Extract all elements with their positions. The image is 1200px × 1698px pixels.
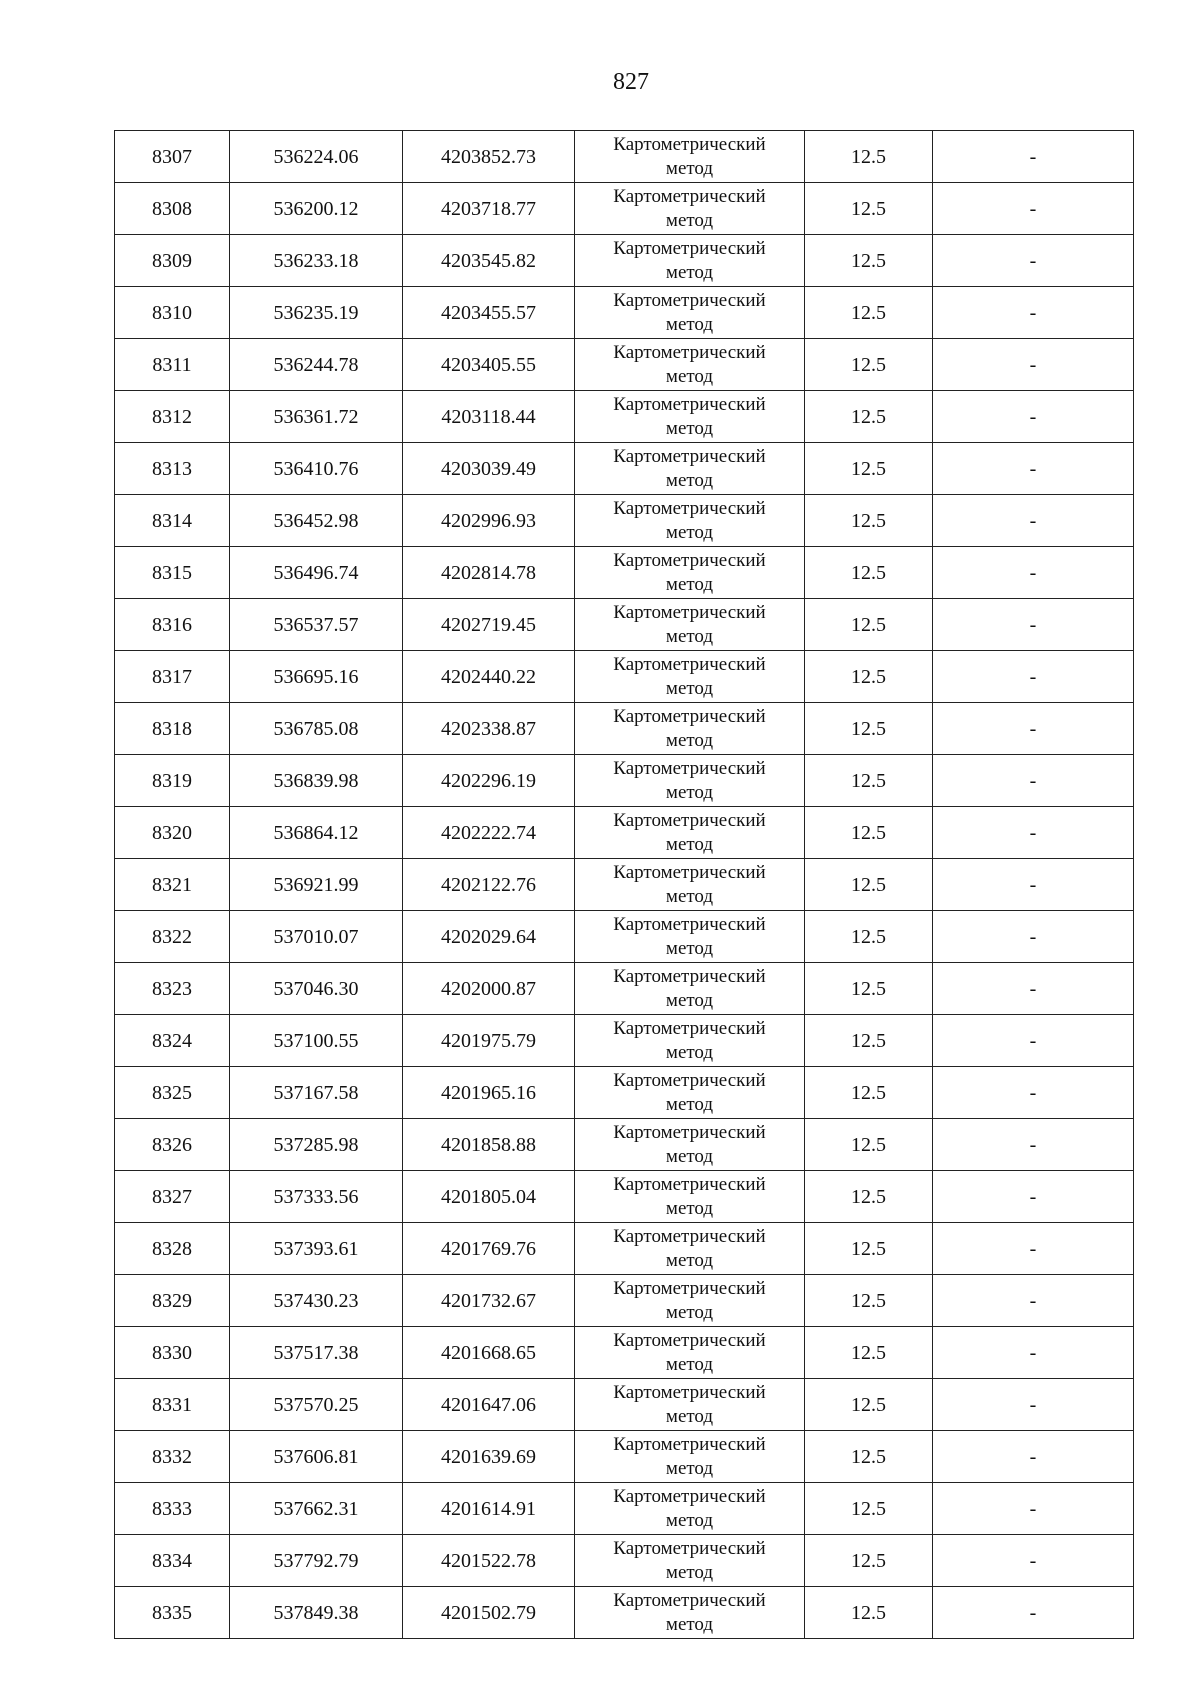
table-row — [115, 131, 1134, 183]
method-line-2: метод — [665, 937, 714, 959]
accuracy-cell: 12.5 — [805, 1119, 933, 1171]
point-id-cell: 8331 — [115, 1379, 230, 1431]
method-line-2: метод — [665, 625, 714, 647]
method-cell — [575, 547, 805, 599]
description-cell: - — [933, 339, 1134, 391]
x-coordinate-cell: 536200.12 — [230, 183, 403, 235]
method-cell — [575, 651, 805, 703]
method-cell — [575, 339, 805, 391]
description-cell: - — [933, 755, 1134, 807]
accuracy-cell: 12.5 — [805, 547, 933, 599]
y-coordinate-cell: 4203545.82 — [403, 235, 575, 287]
method-line-2: метод — [665, 989, 714, 1011]
x-coordinate-cell: 536410.76 — [230, 443, 403, 495]
point-id-cell: 8311 — [115, 339, 230, 391]
table-row — [115, 235, 1134, 287]
description-cell: - — [933, 859, 1134, 911]
method-line-2: метод — [665, 573, 714, 595]
method-cell — [575, 1379, 805, 1431]
method-cell — [575, 495, 805, 547]
method-line-1: Картометрический — [613, 601, 766, 623]
method-line-1: Картометрический — [613, 653, 766, 675]
method-cell — [575, 1483, 805, 1535]
method-line-2: метод — [665, 157, 714, 179]
method-line-2: метод — [665, 1041, 714, 1063]
y-coordinate-cell: 4203039.49 — [403, 443, 575, 495]
y-coordinate-cell: 4202814.78 — [403, 547, 575, 599]
x-coordinate-cell: 537662.31 — [230, 1483, 403, 1535]
description-cell: - — [933, 1327, 1134, 1379]
point-id-cell: 8317 — [115, 651, 230, 703]
accuracy-cell: 12.5 — [805, 495, 933, 547]
point-id-cell: 8307 — [115, 131, 230, 183]
accuracy-cell: 12.5 — [805, 599, 933, 651]
method-line-1: Картометрический — [613, 757, 766, 779]
point-id-cell: 8330 — [115, 1327, 230, 1379]
y-coordinate-cell: 4203852.73 — [403, 131, 575, 183]
description-cell: - — [933, 807, 1134, 859]
point-id-cell: 8308 — [115, 183, 230, 235]
description-cell: - — [933, 1431, 1134, 1483]
point-id-cell: 8312 — [115, 391, 230, 443]
method-line-1: Картометрический — [613, 341, 766, 363]
point-id-cell: 8320 — [115, 807, 230, 859]
method-cell — [575, 1171, 805, 1223]
point-id-cell: 8335 — [115, 1587, 230, 1639]
method-cell — [575, 911, 805, 963]
x-coordinate-cell: 537285.98 — [230, 1119, 403, 1171]
method-line-1: Картометрический — [613, 133, 766, 155]
method-line-1: Картометрический — [613, 1017, 766, 1039]
method-cell — [575, 1587, 805, 1639]
table-row — [115, 443, 1134, 495]
method-cell — [575, 131, 805, 183]
table-row — [115, 1587, 1134, 1639]
x-coordinate-cell: 536452.98 — [230, 495, 403, 547]
table-row — [115, 1275, 1134, 1327]
point-id-cell: 8323 — [115, 963, 230, 1015]
point-id-cell: 8309 — [115, 235, 230, 287]
table-row — [115, 1327, 1134, 1379]
table-row — [115, 1535, 1134, 1587]
method-line-1: Картометрический — [613, 1121, 766, 1143]
accuracy-cell: 12.5 — [805, 1275, 933, 1327]
x-coordinate-cell: 537167.58 — [230, 1067, 403, 1119]
accuracy-cell: 12.5 — [805, 1379, 933, 1431]
description-cell: - — [933, 963, 1134, 1015]
method-line-1: Картометрический — [613, 497, 766, 519]
accuracy-cell: 12.5 — [805, 1015, 933, 1067]
table-row — [115, 1379, 1134, 1431]
y-coordinate-cell: 4201965.16 — [403, 1067, 575, 1119]
description-cell: - — [933, 287, 1134, 339]
method-cell — [575, 1223, 805, 1275]
method-line-2: метод — [665, 417, 714, 439]
accuracy-cell: 12.5 — [805, 1327, 933, 1379]
method-line-1: Картометрический — [613, 549, 766, 571]
description-cell: - — [933, 1171, 1134, 1223]
method-line-2: метод — [665, 1353, 714, 1375]
method-line-2: метод — [665, 1093, 714, 1115]
description-cell: - — [933, 599, 1134, 651]
y-coordinate-cell: 4201647.06 — [403, 1379, 575, 1431]
x-coordinate-cell: 536244.78 — [230, 339, 403, 391]
method-line-2: метод — [665, 1197, 714, 1219]
method-cell — [575, 1275, 805, 1327]
x-coordinate-cell: 536695.16 — [230, 651, 403, 703]
accuracy-cell: 12.5 — [805, 807, 933, 859]
table-row — [115, 547, 1134, 599]
method-line-1: Картометрический — [613, 237, 766, 259]
table-row — [115, 1015, 1134, 1067]
description-cell: - — [933, 1483, 1134, 1535]
table-row — [115, 859, 1134, 911]
table-row — [115, 807, 1134, 859]
point-id-cell: 8316 — [115, 599, 230, 651]
method-line-2: метод — [665, 885, 714, 907]
table-row — [115, 1431, 1134, 1483]
accuracy-cell: 12.5 — [805, 391, 933, 443]
description-cell: - — [933, 911, 1134, 963]
description-cell: - — [933, 495, 1134, 547]
y-coordinate-cell: 4201522.78 — [403, 1535, 575, 1587]
y-coordinate-cell: 4201668.65 — [403, 1327, 575, 1379]
method-line-2: метод — [665, 521, 714, 543]
table-row — [115, 1119, 1134, 1171]
y-coordinate-cell: 4201639.69 — [403, 1431, 575, 1483]
y-coordinate-cell: 4202440.22 — [403, 651, 575, 703]
y-coordinate-cell: 4201614.91 — [403, 1483, 575, 1535]
description-cell: - — [933, 131, 1134, 183]
accuracy-cell: 12.5 — [805, 651, 933, 703]
method-line-1: Картометрический — [613, 1173, 766, 1195]
table-row — [115, 963, 1134, 1015]
x-coordinate-cell: 537570.25 — [230, 1379, 403, 1431]
method-line-2: метод — [665, 313, 714, 335]
method-line-1: Картометрический — [613, 289, 766, 311]
point-id-cell: 8326 — [115, 1119, 230, 1171]
table-row — [115, 703, 1134, 755]
method-line-2: метод — [665, 781, 714, 803]
method-line-1: Картометрический — [613, 809, 766, 831]
point-id-cell: 8318 — [115, 703, 230, 755]
table-row — [115, 755, 1134, 807]
method-cell — [575, 1327, 805, 1379]
method-line-1: Картометрический — [613, 1381, 766, 1403]
accuracy-cell: 12.5 — [805, 963, 933, 1015]
point-id-cell: 8327 — [115, 1171, 230, 1223]
x-coordinate-cell: 536785.08 — [230, 703, 403, 755]
method-line-2: метод — [665, 1249, 714, 1271]
description-cell: - — [933, 651, 1134, 703]
accuracy-cell: 12.5 — [805, 1483, 933, 1535]
y-coordinate-cell: 4203455.57 — [403, 287, 575, 339]
point-id-cell: 8314 — [115, 495, 230, 547]
table-row — [115, 1483, 1134, 1535]
accuracy-cell: 12.5 — [805, 339, 933, 391]
point-id-cell: 8310 — [115, 287, 230, 339]
table-row — [115, 495, 1134, 547]
method-line-2: метод — [665, 1457, 714, 1479]
table-row — [115, 1171, 1134, 1223]
accuracy-cell: 12.5 — [805, 1431, 933, 1483]
table-row — [115, 339, 1134, 391]
description-cell: - — [933, 1587, 1134, 1639]
method-cell — [575, 443, 805, 495]
description-cell: - — [933, 1379, 1134, 1431]
method-line-1: Картометрический — [613, 705, 766, 727]
method-line-1: Картометрический — [613, 1329, 766, 1351]
x-coordinate-cell: 537430.23 — [230, 1275, 403, 1327]
y-coordinate-cell: 4202719.45 — [403, 599, 575, 651]
x-coordinate-cell: 537393.61 — [230, 1223, 403, 1275]
point-id-cell: 8321 — [115, 859, 230, 911]
x-coordinate-cell: 536921.99 — [230, 859, 403, 911]
method-line-1: Картометрический — [613, 445, 766, 467]
y-coordinate-cell: 4201769.76 — [403, 1223, 575, 1275]
accuracy-cell: 12.5 — [805, 1223, 933, 1275]
y-coordinate-cell: 4201732.67 — [403, 1275, 575, 1327]
method-cell — [575, 599, 805, 651]
accuracy-cell: 12.5 — [805, 1535, 933, 1587]
point-id-cell: 8313 — [115, 443, 230, 495]
point-id-cell: 8322 — [115, 911, 230, 963]
description-cell: - — [933, 1119, 1134, 1171]
method-line-2: метод — [665, 1561, 714, 1583]
table-row — [115, 391, 1134, 443]
accuracy-cell: 12.5 — [805, 443, 933, 495]
y-coordinate-cell: 4202996.93 — [403, 495, 575, 547]
method-cell — [575, 1431, 805, 1483]
point-id-cell: 8329 — [115, 1275, 230, 1327]
table-row — [115, 183, 1134, 235]
method-line-1: Картометрический — [613, 393, 766, 415]
description-cell: - — [933, 235, 1134, 287]
x-coordinate-cell: 537849.38 — [230, 1587, 403, 1639]
table-row — [115, 287, 1134, 339]
method-line-1: Картометрический — [613, 913, 766, 935]
method-cell — [575, 1119, 805, 1171]
method-cell — [575, 1067, 805, 1119]
x-coordinate-cell: 537100.55 — [230, 1015, 403, 1067]
method-cell — [575, 183, 805, 235]
x-coordinate-cell: 536224.06 — [230, 131, 403, 183]
point-id-cell: 8324 — [115, 1015, 230, 1067]
method-line-2: метод — [665, 1301, 714, 1323]
method-line-2: метод — [665, 209, 714, 231]
method-line-1: Картометрический — [613, 1485, 766, 1507]
point-id-cell: 8325 — [115, 1067, 230, 1119]
accuracy-cell: 12.5 — [805, 287, 933, 339]
method-line-1: Картометрический — [613, 965, 766, 987]
y-coordinate-cell: 4203118.44 — [403, 391, 575, 443]
method-line-2: метод — [665, 1145, 714, 1167]
method-cell — [575, 963, 805, 1015]
accuracy-cell: 12.5 — [805, 911, 933, 963]
x-coordinate-cell: 536361.72 — [230, 391, 403, 443]
table-body — [115, 131, 1134, 1639]
description-cell: - — [933, 1067, 1134, 1119]
x-coordinate-cell: 536537.57 — [230, 599, 403, 651]
method-line-1: Картометрический — [613, 1225, 766, 1247]
method-line-2: метод — [665, 833, 714, 855]
accuracy-cell: 12.5 — [805, 1067, 933, 1119]
y-coordinate-cell: 4201975.79 — [403, 1015, 575, 1067]
y-coordinate-cell: 4202222.74 — [403, 807, 575, 859]
method-line-1: Картометрический — [613, 1277, 766, 1299]
method-cell — [575, 391, 805, 443]
accuracy-cell: 12.5 — [805, 235, 933, 287]
description-cell: - — [933, 1015, 1134, 1067]
accuracy-cell: 12.5 — [805, 131, 933, 183]
accuracy-cell: 12.5 — [805, 859, 933, 911]
method-cell — [575, 859, 805, 911]
x-coordinate-cell: 537046.30 — [230, 963, 403, 1015]
y-coordinate-cell: 4203718.77 — [403, 183, 575, 235]
method-line-1: Картометрический — [613, 1433, 766, 1455]
method-line-1: Картометрический — [613, 1069, 766, 1091]
description-cell: - — [933, 1275, 1134, 1327]
description-cell: - — [933, 703, 1134, 755]
table-row — [115, 1223, 1134, 1275]
description-cell: - — [933, 1223, 1134, 1275]
method-cell — [575, 287, 805, 339]
x-coordinate-cell: 537010.07 — [230, 911, 403, 963]
x-coordinate-cell: 537606.81 — [230, 1431, 403, 1483]
x-coordinate-cell: 536233.18 — [230, 235, 403, 287]
method-cell — [575, 235, 805, 287]
method-line-2: метод — [665, 261, 714, 283]
page-number: 827 — [613, 69, 649, 95]
y-coordinate-cell: 4202029.64 — [403, 911, 575, 963]
y-coordinate-cell: 4201502.79 — [403, 1587, 575, 1639]
table-row — [115, 1067, 1134, 1119]
method-cell — [575, 1535, 805, 1587]
accuracy-cell: 12.5 — [805, 703, 933, 755]
method-line-2: метод — [665, 1405, 714, 1427]
point-id-cell: 8328 — [115, 1223, 230, 1275]
method-line-2: метод — [665, 677, 714, 699]
method-cell — [575, 807, 805, 859]
method-line-2: метод — [665, 1613, 714, 1635]
point-id-cell: 8332 — [115, 1431, 230, 1483]
description-cell: - — [933, 547, 1134, 599]
x-coordinate-cell: 536839.98 — [230, 755, 403, 807]
y-coordinate-cell: 4201858.88 — [403, 1119, 575, 1171]
x-coordinate-cell: 536235.19 — [230, 287, 403, 339]
method-line-2: метод — [665, 1509, 714, 1531]
y-coordinate-cell: 4202296.19 — [403, 755, 575, 807]
description-cell: - — [933, 443, 1134, 495]
accuracy-cell: 12.5 — [805, 183, 933, 235]
y-coordinate-cell: 4203405.55 — [403, 339, 575, 391]
description-cell: - — [933, 1535, 1134, 1587]
x-coordinate-cell: 537333.56 — [230, 1171, 403, 1223]
y-coordinate-cell: 4201805.04 — [403, 1171, 575, 1223]
table-row — [115, 651, 1134, 703]
x-coordinate-cell: 536496.74 — [230, 547, 403, 599]
description-cell: - — [933, 391, 1134, 443]
method-line-2: метод — [665, 365, 714, 387]
method-line-1: Картометрический — [613, 1537, 766, 1559]
point-id-cell: 8333 — [115, 1483, 230, 1535]
point-id-cell: 8334 — [115, 1535, 230, 1587]
y-coordinate-cell: 4202122.76 — [403, 859, 575, 911]
x-coordinate-cell: 536864.12 — [230, 807, 403, 859]
table-row — [115, 599, 1134, 651]
y-coordinate-cell: 4202000.87 — [403, 963, 575, 1015]
coordinates-table — [114, 130, 1134, 1639]
accuracy-cell: 12.5 — [805, 1587, 933, 1639]
accuracy-cell: 12.5 — [805, 755, 933, 807]
y-coordinate-cell: 4202338.87 — [403, 703, 575, 755]
accuracy-cell: 12.5 — [805, 1171, 933, 1223]
point-id-cell: 8315 — [115, 547, 230, 599]
method-cell — [575, 755, 805, 807]
description-cell: - — [933, 183, 1134, 235]
method-cell — [575, 1015, 805, 1067]
method-line-1: Картометрический — [613, 861, 766, 883]
method-line-2: метод — [665, 729, 714, 751]
method-cell — [575, 703, 805, 755]
method-line-1: Картометрический — [613, 1589, 766, 1611]
method-line-2: метод — [665, 469, 714, 491]
table-row — [115, 911, 1134, 963]
method-line-1: Картометрический — [613, 185, 766, 207]
x-coordinate-cell: 537792.79 — [230, 1535, 403, 1587]
x-coordinate-cell: 537517.38 — [230, 1327, 403, 1379]
point-id-cell: 8319 — [115, 755, 230, 807]
